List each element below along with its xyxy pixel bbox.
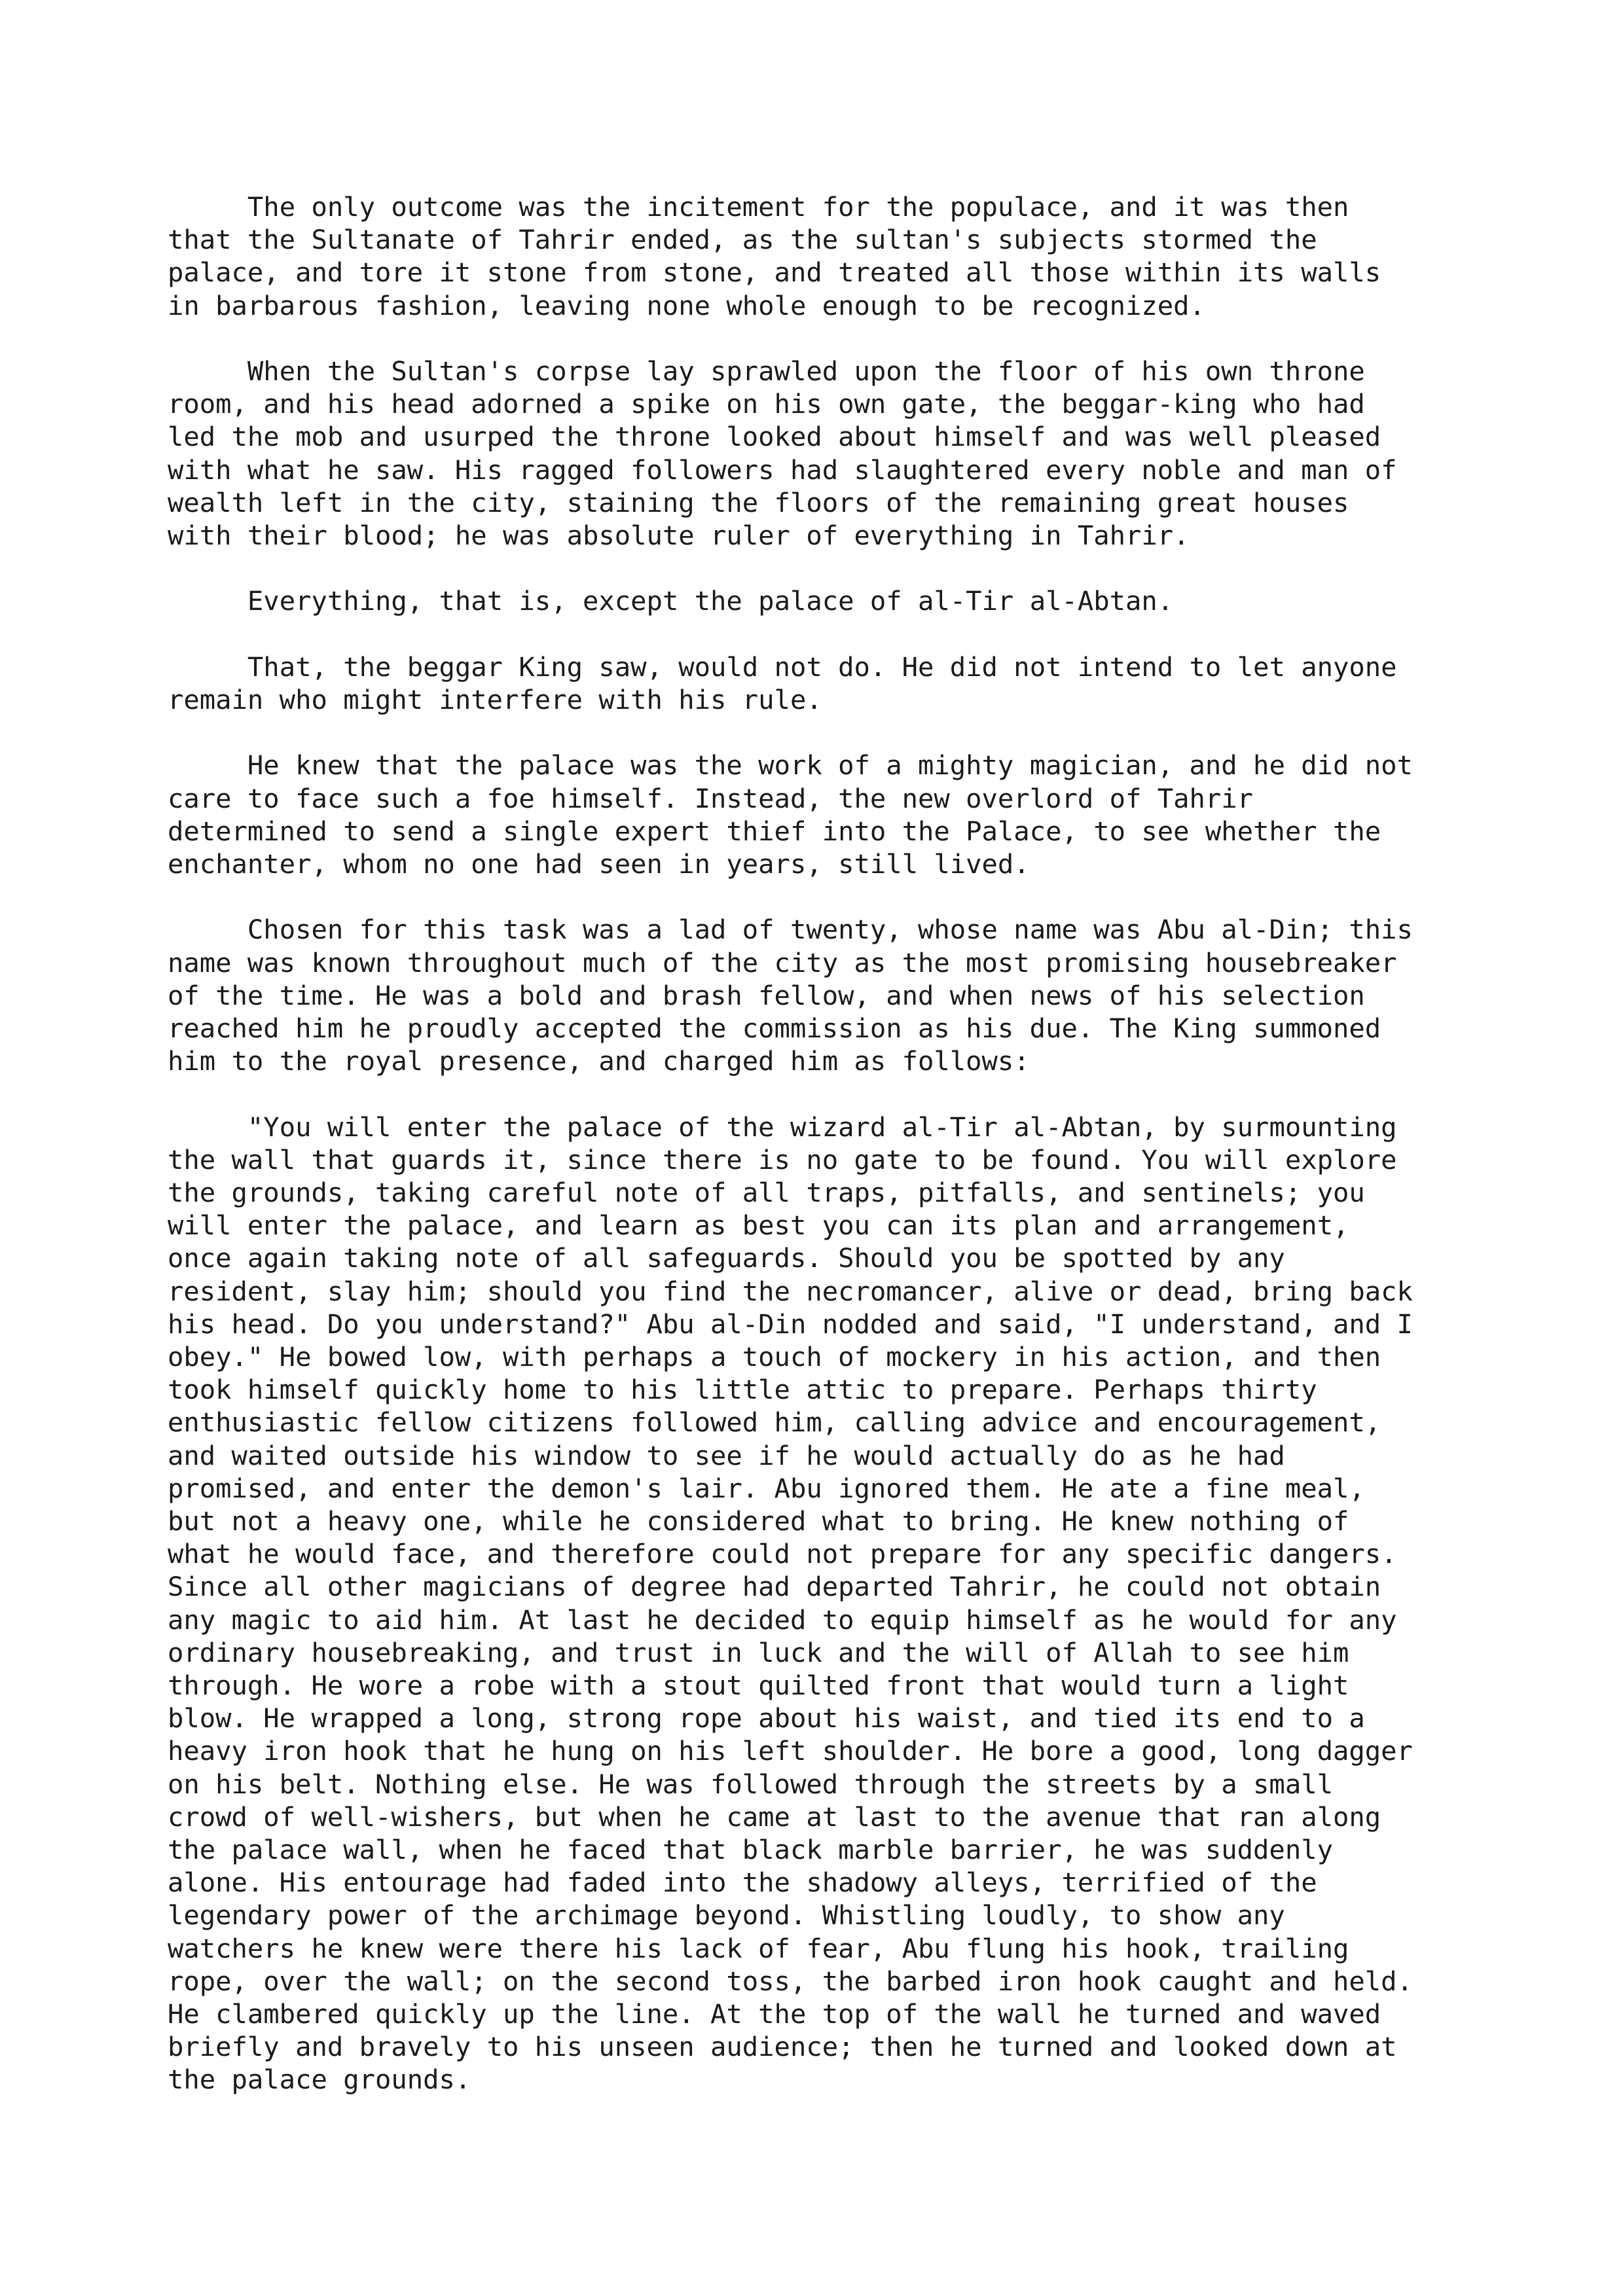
paragraph-would-not-do: That, the beggar King saw, would not do. He did not intend to let anyone remain who might interfere with his rule.: [168, 651, 1397, 715]
paragraph-except-palace: Everything, that is, except the palace of al-Tir al-Abtan.: [168, 585, 1174, 617]
paragraph-abu-al-din: Chosen for this task was a lad of twenty, whose name was Abu al-Din; this name was known throughout much of the city as the most promising housebreaker of the time. He was a bold and brash fellow, and when news of his selection reached him he proudly accepted the commission as his due. The King summoned him to the royal presence, and charged him as follows:: [168, 914, 1413, 1077]
paragraph-expert-thief: He knew that the palace was the work of a mighty magician, and he did not care to face such a foe himself. Instead, the new overlord of Tahrir determined to send a single expert thief into the Palace, to see whether the enchanter, whom no one had seen in years, still lived.: [168, 749, 1413, 880]
paragraph-beggar-king: When the Sultan's corpse lay sprawled upon the floor of his own throne room, and his head adorned a spike on his own gate, the beggar-king who had led the mob and usurped the throne looked about himself and was well pleased with what he saw. His ragged followers had slaughtered every noble and man of wealth left in the city, staining the floors of the remaining great houses with their blood; he was absolute ruler of everything in Tahrir.: [168, 355, 1397, 552]
paragraph-kings-charge: "You will enter the palace of the wizard al-Tir al-Abtan, by surmounting the wall that guards it, since there is no gate to be found. You will explore the grounds, taking careful note of all traps, pitfalls, and sentinels; you will enter the palace, and learn as best you can its plan and arrangement, once again taking note of all safeguards. Should you be spotted by any resident, slay him; should you find the necromancer, alive or dead, bring back his head. Do you understand?" Abu al-Din nodded and said, "I understand, and I obey." He bowed low, with perhaps a touch of mockery in his action, and then took himself quickly home to his little attic to prepare. Perhaps thirty enthusiastic fellow citizens followed him, calling advice and encouragement, and waited outside his window to see if he would actually do as he had promised, and enter the demon's lair. Abu ignored them. He ate a fine meal, but not a heavy one, while he considered what to bring. He knew nothing of what he would face, and therefore could not prepare for any specific dangers. Since all other magicians of degree had departed Tahrir, he could not obtain any magic to aid him. At last he decided to equip himself as he would for any ordinary housebreaking, and trust in luck and the will of Allah to see him through. He wore a robe with a stout quilted front that would turn a light blow. He wrapped a long, strong rope about his waist, and tied its end to a heavy iron hook that he hung on his left shoulder. He bore a good, long dagger on his belt. Nothing else. He was followed through the streets by a small crowd of well-wishers, but when he came at last to the avenue that ran along the palace wall, when he faced that black marble barrier, he was suddenly alone. His entourage had faded into the shadowy alleys, terrified of the legendary power of the archimage beyond. Whistling loudly, to show any watchers he knew were there his lack of fear, Abu flung his hook, trailing rope, over the wall; on the second toss, the barbed iron hook caught and held. He clambered quickly up the line. At the top of the wall he turned and waved briefly and bravely to his unseen audience; then he turned and looked down at the palace grounds.: [168, 1111, 1413, 2096]
document-page: [168, 190, 1477, 2096]
paragraph-uprising: The only outcome was the incitement for the populace, and it was then that the Sultanate of Tahrir ended, as the sultan's subjects stormed the palace, and tore it stone from stone, and treated all those within its walls in barbarous fashion, leaving none whole enough to be recognized.: [168, 191, 1381, 321]
